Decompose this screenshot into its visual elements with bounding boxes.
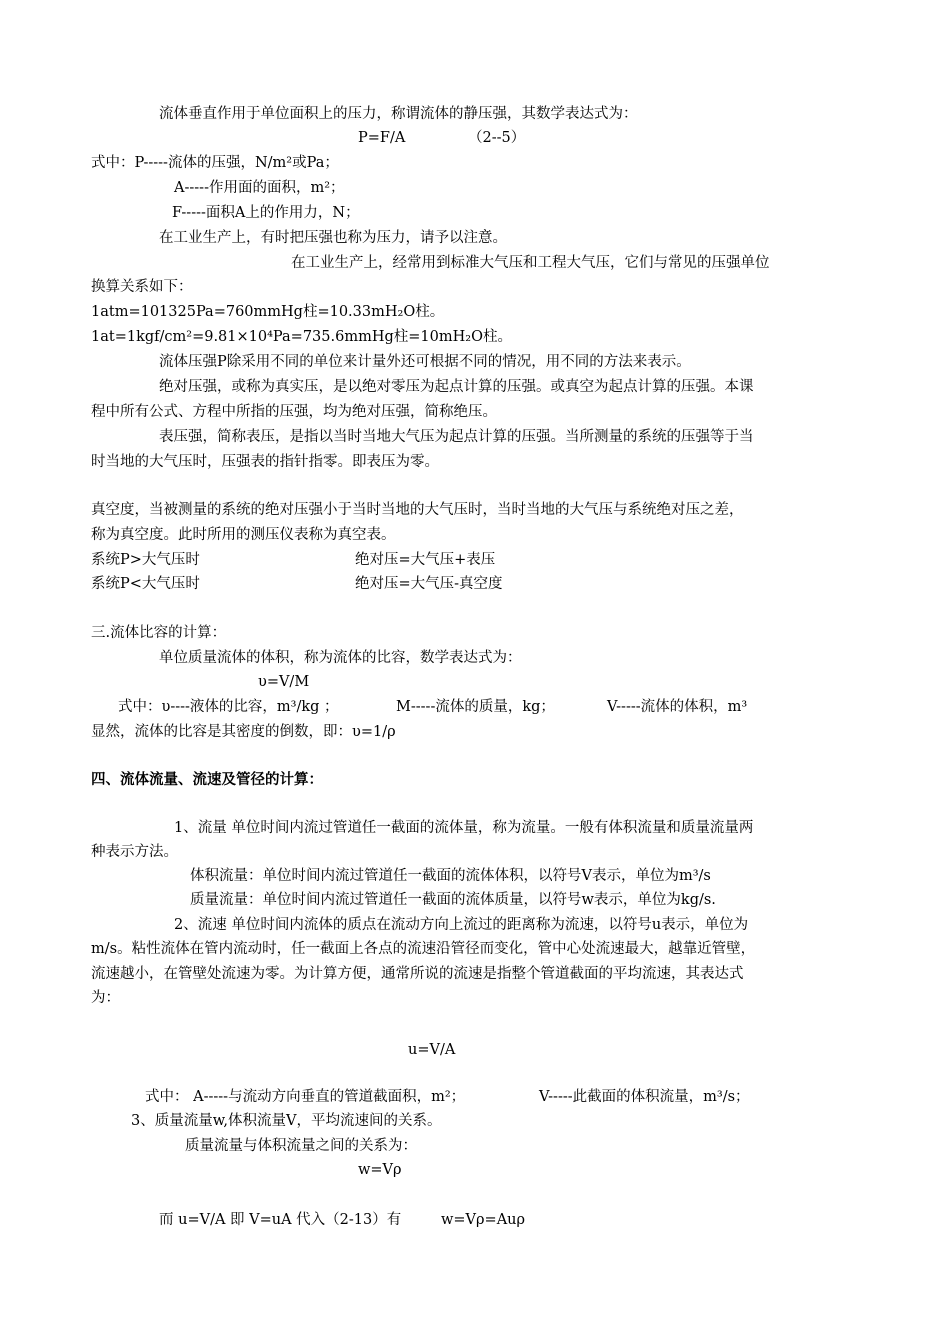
text-line: 体积流量：单位时间内流过管道任一截面的流体体积，以符号V表示，单位为m³/s xyxy=(190,868,711,884)
text-line: 表压强，简称表压，是指以当时当地大气压为起点计算的压强。当所测量的系统的压强等于当 xyxy=(159,429,754,445)
text-line: 流体垂直作用于单位面积上的压力，称谓流体的静压强，其数学表达式为： xyxy=(159,106,638,122)
formula-specific-volume: υ=V/M xyxy=(258,674,310,690)
formula-mass-flow: w=Vρ xyxy=(358,1162,402,1178)
text-line: V-----流体的体积，m³ xyxy=(607,699,748,715)
text-line: 而 u=V/A 即 V=uA 代入（2-13）有 xyxy=(159,1212,402,1228)
text-line: 式中： A-----与流动方向垂直的管道截面积，m²； xyxy=(145,1089,466,1105)
text-line: m/s。粘性流体在管内流动时，任一截面上各点的流速沿管径而变化，管中心处流速最大，越靠近管壁， xyxy=(91,941,756,957)
text-line: 式中：υ----液体的比容，m³/kg ； xyxy=(118,699,339,715)
text-line: A-----作用面的面积，m²； xyxy=(174,180,345,196)
text-line: 式中：P-----流体的压强，N/m²或Pa； xyxy=(91,155,339,171)
text-line: 流速越小，在管壁处流速为零。为计算方便，通常所说的流速是指整个管道截面的平均流速，其表达式 xyxy=(91,966,744,982)
text-line: 绝对压=大气压+表压 xyxy=(355,552,496,568)
text-line: 为： xyxy=(91,990,120,1006)
text-line: 真空度，当被测量的系统的绝对压强小于当时当地的大气压时，当时当地的大气压与系统绝对压之差， xyxy=(91,502,744,518)
text-line: 时当地的大气压时，压强表的指针指零。即表压为零。 xyxy=(91,454,439,470)
text-line: 种表示方法。 xyxy=(91,844,178,860)
text-line: 3、质量流量w,体积流量V，平均流速间的关系。 xyxy=(131,1113,442,1129)
formula-mass-flow-expanded: w=Vρ=Auρ xyxy=(441,1212,526,1228)
text-line: V-----此截面的体积流量，m³/s； xyxy=(539,1089,750,1105)
text-line: 绝对压=大气压-真空度 xyxy=(355,576,503,592)
text-line: 1、流量 单位时间内流过管道任一截面的流体量，称为流量。一般有体积流量和质量流量两 xyxy=(174,820,754,836)
text-line: 质量流量与体积流量之间的关系为： xyxy=(185,1138,417,1154)
text-line: 流体压强P除采用不同的单位来计量外还可根据不同的情况，用不同的方法来表示。 xyxy=(159,354,691,370)
formula-pressure: P=F/A xyxy=(358,130,406,146)
text-line: 单位质量流体的体积，称为流体的比容，数学表达式为： xyxy=(159,650,522,666)
text-line: 程中所有公式、方程中所指的压强，均为绝对压强，简称绝压。 xyxy=(91,404,497,420)
section-heading: 四、流体流量、流速及管径的计算： xyxy=(91,771,323,788)
equation-number: （2--5） xyxy=(468,130,526,146)
text-line: 2、流速 单位时间内流体的质点在流动方向上流过的距离称为流速，以符号u表示，单位为 xyxy=(174,917,749,933)
text-line: 1atm=101325Pa=760mmHg柱=10.33mH₂O柱。 xyxy=(91,304,445,320)
text-line: F-----面积A上的作用力，N； xyxy=(172,205,360,221)
text-line: 在工业生产上，有时把压强也称为压力，请予以注意。 xyxy=(159,230,507,246)
text-line: 称为真空度。此时所用的测压仪表称为真空表。 xyxy=(91,527,396,543)
formula-velocity: u=V/A xyxy=(408,1042,456,1058)
section-heading: 三.流体比容的计算： xyxy=(91,625,227,641)
text-line: 换算关系如下： xyxy=(91,279,193,295)
text-line: 在工业生产上，经常用到标准大气压和工程大气压，它们与常见的压强单位 xyxy=(291,255,770,271)
text-line: 1at=1kgf/cm²=9.81×10⁴Pa=735.6mmHg柱=10mH₂O柱。 xyxy=(91,329,512,345)
text-line: 显然，流体的比容是其密度的倒数，即：υ=1/ρ xyxy=(91,724,396,740)
text-line: 系统P>大气压时 xyxy=(91,552,200,568)
text-line: M-----流体的质量，kg； xyxy=(396,699,555,715)
text-line: 质量流量：单位时间内流过管道任一截面的流体质量，以符号w表示，单位为kg/s. xyxy=(190,892,716,908)
text-line: 系统P<大气压时 xyxy=(91,576,200,592)
text-line: 绝对压强，或称为真实压，是以绝对零压为起点计算的压强。或真空为起点计算的压强。本课 xyxy=(159,379,754,395)
